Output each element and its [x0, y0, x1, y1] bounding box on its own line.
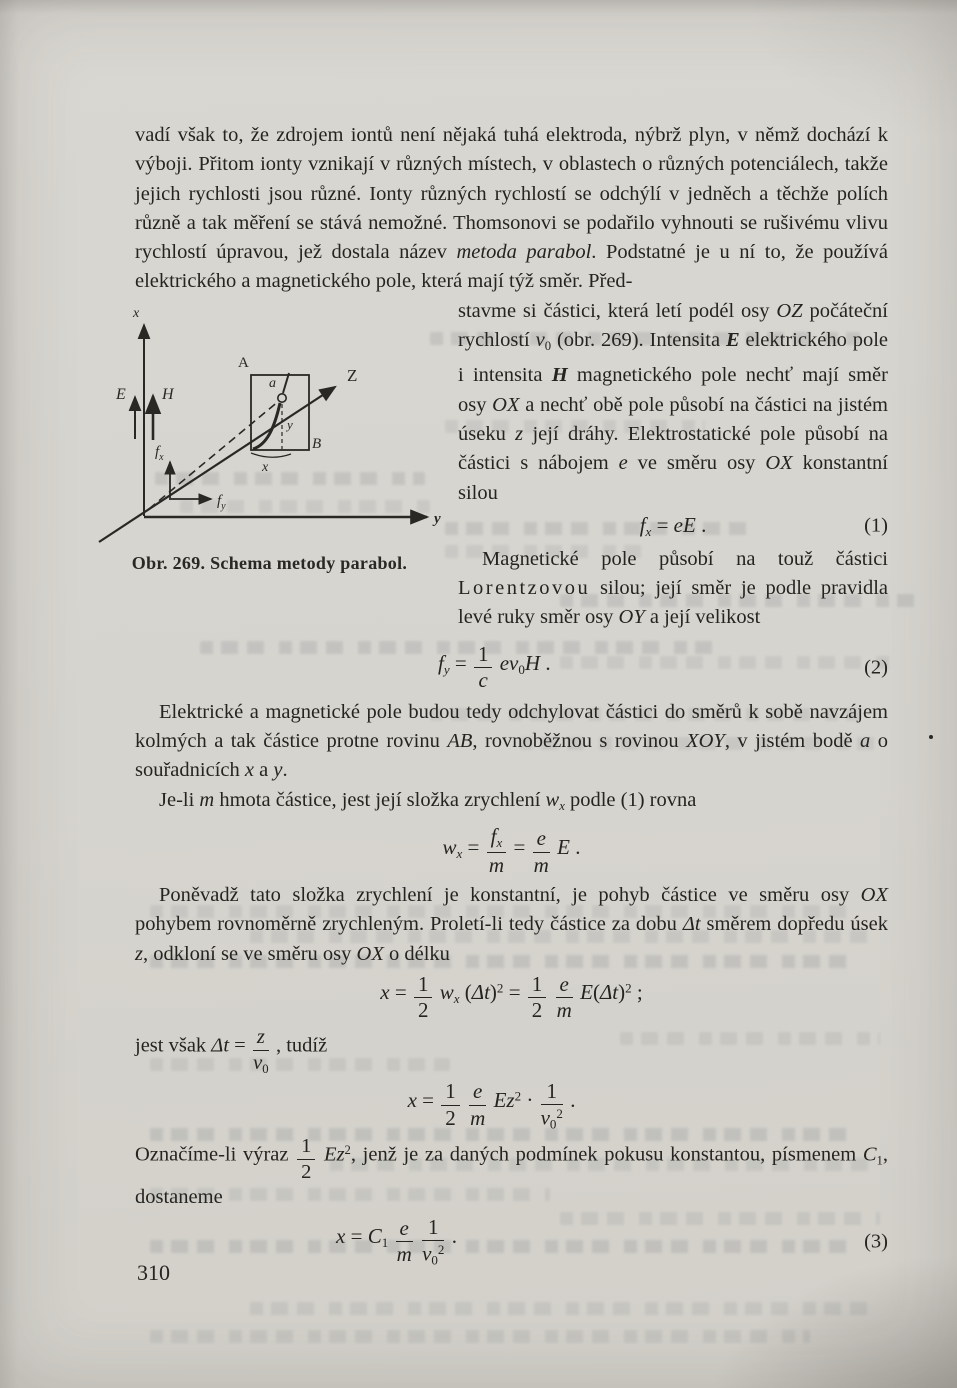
fy-force-label: $f_y$	[217, 492, 226, 512]
x-dimension-label: x	[262, 459, 269, 475]
paragraph-jeli: Je-li m hmota částice, jest její složka zrychlení wx podle (1) rovna	[159, 788, 697, 813]
paragraph-intro: vadí však to, že zdrojem iontů není nějaká tuhá elektroda, nýbrž plyn, v němž dochází k výboji. Přitom ionty vznikají v různých místech, v oblastech o různých potenciálech, takže jejich rychlosti jsou různé. Ionty různých rychlostí se odchýlí v jedněch a těchže polích různě a tak měření se stává nemožné. Thomsonovi se podařilo vyhnouti se rušivému vlivu rychlostí úpravou, jež dostala název metoda parabol. Podstatné je u ní to, že používá elektrického a magnetického pole, která mají týž směr. Před-	[135, 124, 888, 293]
equation-3-body: x = C1 $\frac{e}{m}$ $\frac{1}{v0^2}$ .	[336, 1215, 457, 1269]
fx-force-label: $f_x$	[155, 443, 164, 463]
dashed-trajectory	[149, 400, 280, 509]
text-block	[116, 121, 889, 1272]
page-number: 310	[137, 1260, 170, 1285]
corner-label-A: A	[238, 354, 249, 371]
y-dimension-label: y	[287, 416, 293, 432]
equation-3-number: (3)	[864, 1230, 888, 1253]
paragraph-jestvsak: jest však Δt = $\frac{z}{v0}$ , tudíž	[135, 1025, 328, 1076]
equation-wx-body: wx = $\frac{fx}{m}$ = $\frac{e}{m}$ E .	[442, 824, 581, 877]
bleedthrough-band	[250, 1302, 870, 1315]
paragraph-ponevadz: Poněvadž tato složka zrychlení je konstantní, je pohyb částice ve směru osy OX pohybem rovnoměrně zrychleným. Proletí-li tedy částice za dobu Δt směrem dopředu úsek z, odkloní se ve směru osy OX o délku	[135, 883, 888, 965]
bleedthrough-band	[150, 1330, 810, 1343]
screen-plane-AB	[251, 375, 309, 450]
equation-2	[135, 644, 888, 692]
trace-extension	[283, 373, 289, 393]
equation-x-substituted-body: x = $\frac{1}{2}$ $\frac{e}{m}$ $Ez^2$ · $\frac{1}{v0^2}$ .	[407, 1078, 576, 1132]
E-field-label: E	[116, 385, 126, 403]
equation-1	[135, 510, 888, 540]
equation-x-deflection	[135, 971, 888, 1023]
equation-1-number: (1)	[864, 515, 888, 537]
paragraph-elektricke: Elektrické a magnetické pole budou tedy odchylovat částici do směrů k sobě navzájem kolmých a tak částice protne rovinu AB, rovnoběžnou s rovinou XOY, v jistém bodě a o souřadnicích x a y.	[135, 700, 888, 782]
equation-wx	[135, 826, 888, 876]
H-field-label: H	[162, 385, 174, 403]
figure-269-diagram	[59, 303, 444, 543]
corner-label-B: B	[312, 435, 322, 452]
equation-2-body: fy = $\frac{1}{c}$ ev0H .	[438, 642, 551, 693]
axis-label-z: Z	[347, 365, 358, 385]
equation-2-number: (2)	[864, 656, 888, 679]
axis-label-y: y	[434, 510, 441, 527]
axis-label-x: x	[133, 305, 140, 321]
paragraph-predstavme: stavme si částici, která letí podél osy OZ počáteční rychlostí v0 (obr. 269). Intensita E elektrického pole i intensita H magnetického pole nechť mají směr osy OX a nechť obě pole působí na částici na jistém úseku z její dráhy. Elektrostatické pole působí na částici s nábojem e ve směru osy OX konstantní silou	[458, 299, 889, 504]
paragraph-oznacime: Označíme-li výraz $\frac{1}{2}$ Ez$^2$, jenž je za daných podmínek pokusu konstantou, písmenem C1, dostaneme	[135, 1134, 888, 1208]
figure-269-caption: Obr. 269. Schema metody parabol.	[131, 552, 408, 573]
x-dimension-brace	[251, 453, 291, 457]
equation-3	[135, 1217, 888, 1267]
equation-x-deflection-body: x = $\frac{1}{2}$ wx $(\Delta t)^2$ = $\frac{1}{2}$ $\frac{e}{m}$ $E(\Delta t)^2$ ;	[380, 971, 643, 1023]
ink-speck	[929, 735, 933, 739]
paragraph-magneticke: Magnetické pole působí na touž částici Lorentzovou silou; její směr je podle pravidla levé ruky směr osy OY a její velikost	[458, 547, 888, 629]
point-a-marker	[278, 394, 286, 402]
point-a-label: a	[269, 375, 276, 391]
equation-1-body: fx = eE .	[639, 512, 707, 540]
equation-x-substituted	[135, 1078, 888, 1132]
